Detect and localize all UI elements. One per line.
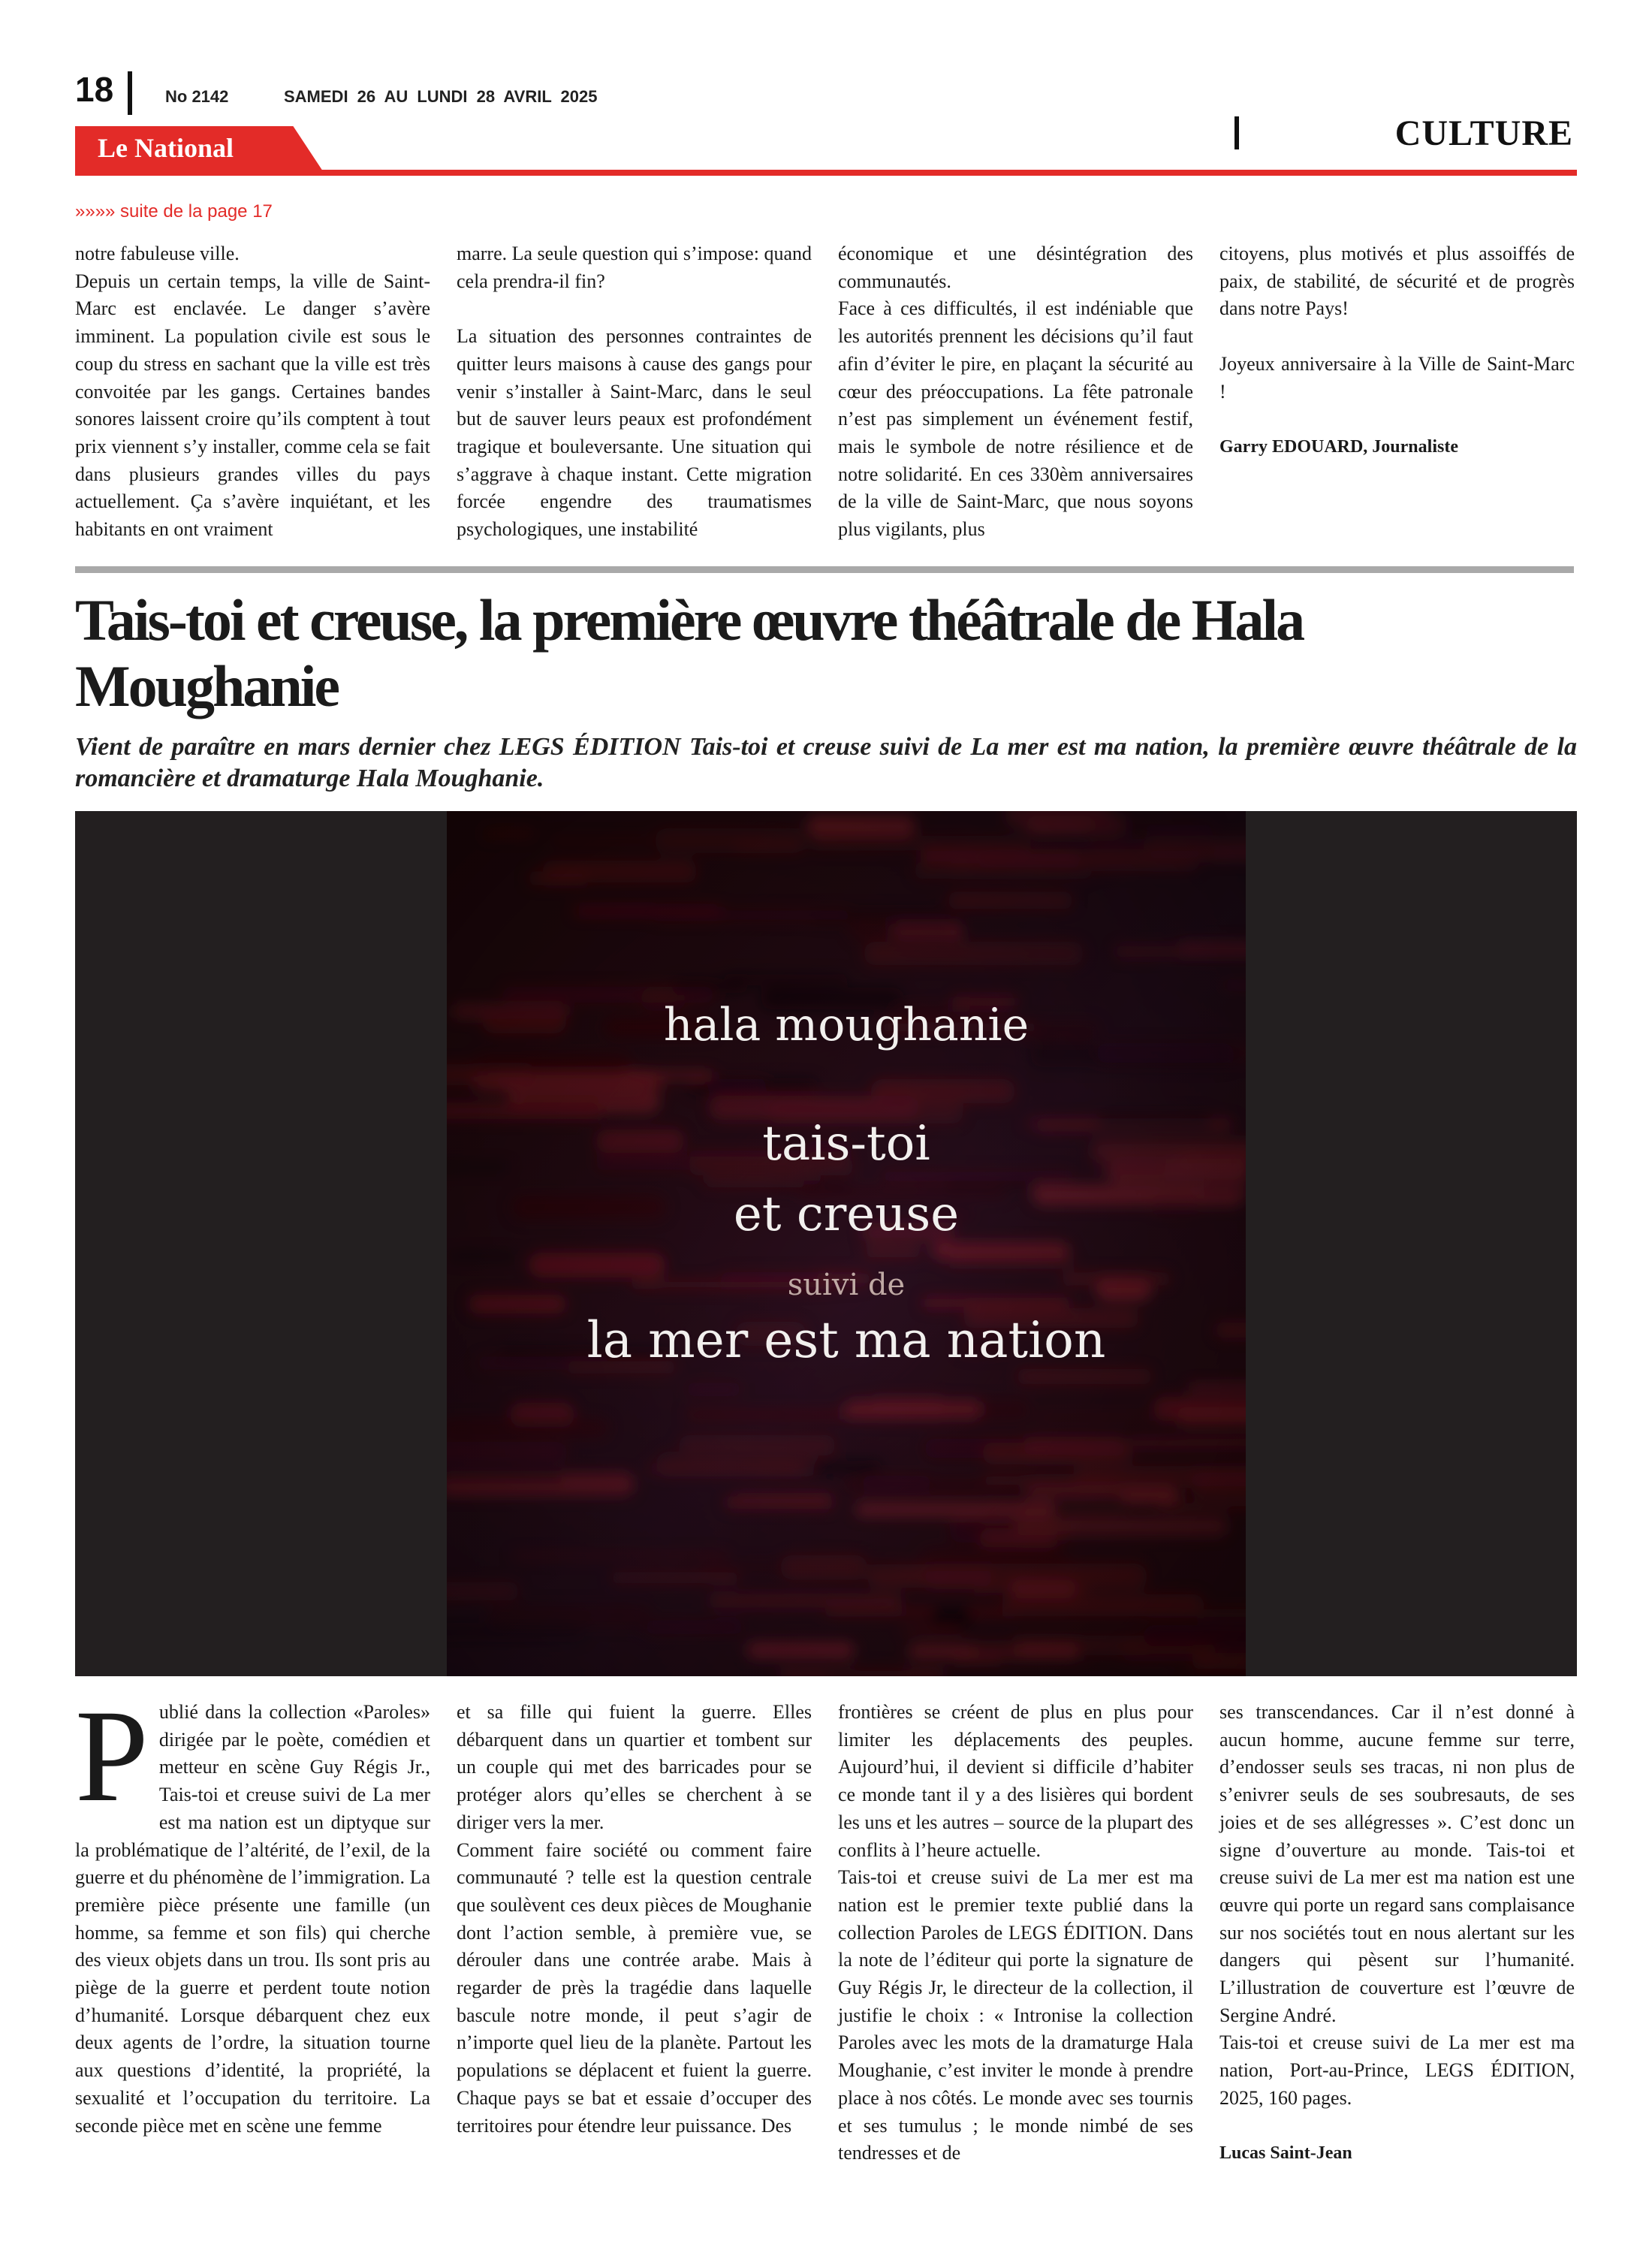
issue-date: SAMEDI 26 AU LUNDI 28 AVRIL 2025 [284,87,598,106]
paragraph: Tais-toi et creuse suivi de La mer est ma nation est le premier texte publié dans la collection Paroles de LEGS ÉDITION. Dans la note de l’éditeur qui porte la signature de Guy Régis Jr, le directeur de la collection, il justifie le choix : « Intronise la collection Paroles avec les mots de la dramaturge Hala Moughanie, c’est inviter le monde à prendre place à nos côtés. Le monde avec ses tournis et ses tumulus ; le monde nimbé de ses tendresses et de [838,1866,1193,2164]
issue-number: No 2142 [165,87,229,106]
paragraph: notre fabuleuse ville. [75,243,240,264]
header-divider [128,71,132,115]
cover-title-line: la mer est ma nation [586,1311,1106,1369]
paragraph: Face à ces difficultés, il est indéniable que les autorités prennent les décisions qu’il faut afin d’éviter le pire, en plaçant la sécurité au cœur des préoccupations. La fête patronale n’est pas simplement un événement festif, mais le symbole de notre résilience et de notre solidarité. En ces 330èm anniversaires de la ville de Saint-Marc, que nous soyons plus vigilants, plus [838,297,1193,541]
article-headline: Tais-toi et creuse, la première œuvre théâtrale de Hala Moughanie [75,587,1304,719]
cover-title-line: et creuse [733,1187,960,1242]
article-deck: Vient de paraître en mars dernier chez LEGS ÉDITION Tais-toi et creuse suivi de La mer est ma nation, la première œuvre théâtrale de la romancière et dramaturge Hala Moughanie. [75,733,1577,792]
cover-suivi-de: suivi de [787,1268,906,1302]
prev-article-column-4 [1219,240,1575,461]
book-cover-image [447,811,1246,1676]
paragraph: Tais-toi et creuse suivi de La mer est ma nation, Port-au-Prince, LEGS ÉDITION, 2025, 160 pages. [1219,2031,1575,2109]
paragraph: ses transcendances. Car il n’est donné à aucun homme, aucune femme sur terre, d’endosser seuls ses tracas, ni non plus de s’enivrer seuls de ses soubresauts, de ses joies et de ses allégresses ». C’est donc un signe d’ouverture au monde. Tais-toi et creuse suivi de La mer est ma nation est une œuvre qui porte un regard sans complaisance sur nos sociétés tout en nous alertant sur les dangers qui pèsent sur l’humanité. L’illustration de couverture est l’œuvre de Sergine André. [1219,1701,1575,2026]
header-rule [75,170,1577,176]
prev-article-column-2 [457,240,812,544]
paragraph: et sa fille qui fuient la guerre. Elles débarquent dans un quartier et tombent sur un couple qui met des barricades pour se protéger alors qu’elles se cherchent à se diriger vers la mer. [457,1701,812,1833]
page-number: 18 [75,70,114,109]
paragraph: Comment faire société ou comment faire communauté ? telle est la question centrale que soulèvent ces deux pièces de Moughanie dont l’action semble, à première vue, se dérouler dans une contrée arabe. Mais à regarder de près la tragédie dans laquelle bascule notre monde, il peut s’agir de n’importe quel lieu de la planète. Partout les populations se déplacent et fuient la guerre. Chaque pays se bat et essaie d’occuper des territoires pour étendre leur puissance. Des [457,1838,812,2137]
article-column-1 [75,1683,430,2140]
paragraph: économique et une désintégration des communautés. [838,243,1193,292]
paragraph: marre. La seule question qui s’impose: quand cela prendra-il fin? [457,243,812,292]
author-signature: Garry EDOUARD, Journaliste [1219,436,1458,457]
article-column-4 [1219,1699,1575,2167]
continued-from-link[interactable]: »»»» suite de la page 17 [75,201,273,222]
author-signature: Lucas Saint-Jean [1219,2143,1352,2164]
paragraph: ublié dans la collection «Paroles» dirigée par le poète, comédien et metteur en scène Guy Régis Jr., Tais-toi et creuse suivi de La mer est ma nation est un diptyque sur la problématique de l’altérité, de l’exil, de la guerre et du phénomène de l’immigration. La première pièce présente une famille (un homme, sa femme et son fils) qui cherche des vieux objets dans un trou. Ils sont pris au piège de la guerre et perdent toute notion d’humanité. Lorsque débarquent chez eux deux agents de l’ordre, la situation tourne aux questions d’identité, la propriété, la sexualité et l’occupation du territoire. La seconde pièce met en scène une femme [75,1701,430,2137]
paragraph: La situation des personnes contraintes de quitter leurs maisons à cause des gangs pour venir s’installer à Saint-Marc, dans le seul but de sauver leurs peaux est profondément tragique et bouleversante. Une situation qui s’aggrave à chaque instant. Cette migration forcée engendre des traumatismes psychologiques, une instabilité [457,325,812,541]
prev-article-column-1 [75,240,430,544]
brand-logo: Le National [98,133,234,163]
cover-texture [447,811,1246,1676]
cover-author: hala moughanie [663,999,1029,1051]
paragraph: Joyeux anniversaire à la Ville de Saint-Marc ! [1219,352,1575,403]
paragraph: Depuis un certain temps, la ville de Saint-Marc est enclavée. Le danger s’avère imminent. La population civile est sous le coup du stress en sachant que la ville est très convoitée par les gangs. Certaines bandes sonores laissent croire qu’ils comptent à tout prix viennent s’y installer, comme cela se fait dans plusieurs grandes villes du pays actuellement. Ça s’avère inquiétant, et les habitants en ont vraiment [75,270,430,541]
cover-title-line: tais-toi [762,1116,930,1172]
paragraph: citoyens, plus motivés et plus assoiffés de paix, de stabilité, de sécurité et de progrès dans notre Pays! [1219,243,1575,320]
section-divider [1234,116,1239,149]
section-title: CULTURE [1394,113,1573,153]
article-column-2 [457,1699,812,2140]
prev-article-column-3 [838,240,1193,544]
drop-cap: P [75,1683,149,1829]
paragraph: frontières se créent de plus en plus pour limiter les déplacements des peuples. Aujourd’hui, il devient si difficile d’habiter ce monde tant il y a des lisières qui bordent les uns et les autres – source de la plupart des conflits à l’heure actuelle. [838,1701,1193,1861]
article-separator [75,566,1574,573]
article-column-3 [838,1699,1193,2167]
